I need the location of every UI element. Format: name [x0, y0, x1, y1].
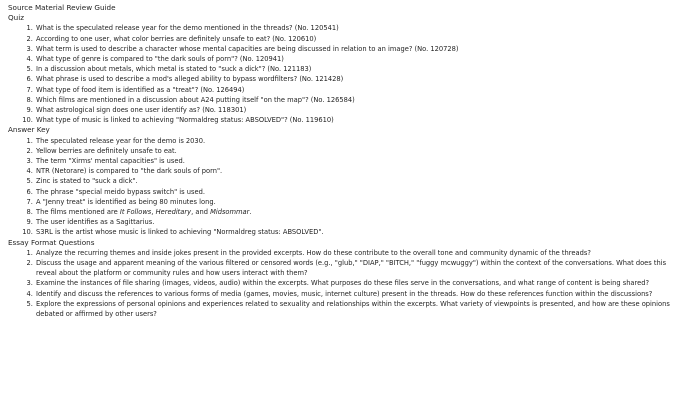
quiz-question: 2. According to one user, what color berries are definitely unsafe to eat? (No. 120610)	[35, 34, 692, 44]
answer-item: 4. NTR (Netorare) is compared to "the dark souls of porn".	[35, 166, 692, 176]
essay-question: 3. Examine the instances of file sharing (images, videos, audio) within the excerpts. What purposes do these files serve in the conversations, and what range of content is being shared?	[35, 278, 692, 288]
essay-question: 1. Analyze the recurring themes and inside jokes present in the provided excerpts. How do these contribute to the overall tone and community dynamic of the threads?	[35, 248, 692, 258]
films-separator: ,	[151, 208, 156, 217]
answer-item: 7. A "Jenny treat" is identified as being 80 minutes long.	[35, 197, 692, 207]
answer-item: 1. The speculated release year for the demo is 2030.	[35, 136, 692, 146]
answer-item-films	[35, 207, 692, 217]
quiz-question: 1. What is the speculated release year for the demo mentioned in the threads? (No. 120541)	[35, 23, 692, 33]
document-title: Source Material Review Guide	[8, 3, 116, 12]
answer-key-heading: Answer Key	[8, 125, 50, 135]
quiz-question: 5. In a discussion about metals, which metal is stated to "suck a dick"? (No. 121183)	[35, 64, 692, 74]
essay-heading: Essay Format Questions	[8, 237, 95, 247]
answer-list	[8, 136, 692, 238]
answer-item: 5. Zinc is stated to "suck a dick".	[35, 176, 692, 186]
film-title: Hereditary	[155, 208, 192, 217]
quiz-list	[8, 23, 692, 125]
quiz-question: 4. What type of genre is compared to "the dark souls of porn"? (No. 120941)	[35, 54, 692, 64]
films-separator: , and	[191, 208, 211, 217]
quiz-question: 10. What type of music is linked to achieving "Normaldreg status: ABSOLVED"? (No. 119610)	[35, 115, 692, 125]
films-answer-prefix: The films mentioned are	[36, 208, 120, 217]
essay-question: 2. Discuss the usage and apparent meaning of the various filtered or censored words (e.g., "glub," "DIAP," "BITCH," "fuggy mcwuggy") within the context of the conversations. What does this reveal about the platform or community rules and how users interact with them?	[35, 258, 692, 278]
quiz-question: 7. What type of food item is identified as a "treat"? (No. 126494)	[35, 85, 692, 95]
quiz-question: 8. Which films are mentioned in a discussion about A24 putting itself "on the map"? (No. 126584)	[35, 95, 692, 105]
answer-item: 6. The phrase "special meido bypass switch" is used.	[35, 187, 692, 197]
essay-question: 4. Identify and discuss the references to various forms of media (games, movies, music, internet culture) present in the threads. How do these references function within the discussions?	[35, 289, 692, 299]
film-title: Midsommar	[210, 208, 250, 217]
answer-item: 3. The term "Xirms' mental capacities" is used.	[35, 156, 692, 166]
answer-item: 2. Yellow berries are definitely unsafe to eat.	[35, 146, 692, 156]
essay-list	[8, 248, 692, 319]
quiz-heading: Quiz	[8, 13, 24, 23]
quiz-question: 3. What term is used to describe a character whose mental capacities are being discussed in relation to an image? (No. 120728)	[35, 44, 692, 54]
essay-question: 5. Explore the expressions of personal opinions and experiences related to sexuality and relationships within the excerpts. What variety of viewpoints is presented, and how are these opinions debated or affirmed by other users?	[35, 299, 692, 319]
answer-item: 10. S3RL is the artist whose music is linked to achieving "Normaldreg status: ABSOLVED".	[35, 227, 692, 237]
answer-item: 9. The user identifies as a Sagittarius.	[35, 217, 692, 227]
quiz-question: 9. What astrological sign does one user identify as? (No. 118301)	[35, 105, 692, 115]
film-title: It Follows	[119, 208, 152, 217]
films-answer-suffix: .	[249, 208, 252, 217]
quiz-question: 6. What phrase is used to describe a mod's alleged ability to bypass wordfilters? (No. 121428)	[35, 74, 692, 84]
